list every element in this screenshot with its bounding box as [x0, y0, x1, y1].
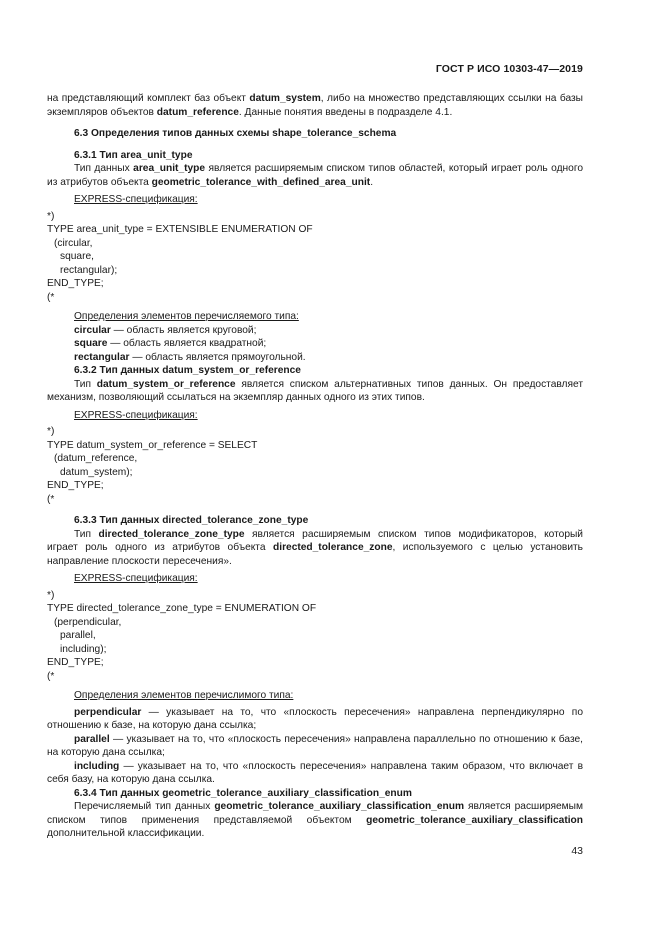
- bold-term: datum_system_or_reference: [96, 378, 236, 390]
- express-spec-label: EXPRESS-спецификация:: [74, 194, 198, 205]
- code-line: *): [47, 589, 55, 601]
- code-line: *): [47, 426, 55, 437]
- code-line: TYPE directed_tolerance_zone_type = ENUMERATION OF: [47, 603, 317, 614]
- bold-term: geometric_tolerance_auxiliary_classification: [366, 814, 583, 826]
- code-line: square,: [60, 251, 94, 262]
- code-line: (circular,: [54, 237, 93, 249]
- subsection-heading-6-3-2: 6.3.2 Тип данных datum_system_or_reference: [74, 365, 301, 376]
- bold-term: directed_tolerance_zone_type: [98, 528, 245, 540]
- code-line: END_TYPE;: [47, 657, 104, 668]
- subsection-heading-6-3-3: 6.3.3 Тип данных directed_tolerance_zone_type: [74, 515, 309, 526]
- code-line: END_TYPE;: [47, 480, 104, 491]
- code-line: (perpendicular,: [54, 616, 122, 628]
- subsection-heading-6-3-4: 6.3.4 Тип данных geometric_tolerance_auxiliary_classification_enum: [74, 787, 412, 799]
- code-line: TYPE area_unit_type = EXTENSIBLE ENUMERATION OF: [47, 224, 313, 235]
- paragraph-6-3-4: Перечисляемый тип данных geometric_tolerance_auxiliary_classification_enum является расширяемым списком типов применения представляемой объектом geometric_tolerance_auxiliary_classification дополнительной классификации.: [47, 801, 583, 839]
- express-spec-label: EXPRESS-спецификация:: [74, 409, 198, 421]
- definition-item: circular — область является круговой;: [74, 324, 257, 336]
- bold-term: area_unit_type: [133, 163, 206, 174]
- definition-term: including: [74, 760, 120, 772]
- bold-term: directed_tolerance_zone: [273, 542, 393, 553]
- code-line: (*: [47, 291, 55, 303]
- definition-item: rectangular — область является прямоугольной.: [74, 351, 306, 363]
- definition-item: perpendicular — указывает на то, что «плоскость пересечения» направлена перпендикулярно по отношению к базе, на которую дана ссылка;: [47, 706, 583, 731]
- bold-term: datum_reference: [156, 106, 239, 118]
- document-header: ГОСТ Р ИСО 10303-47—2019: [435, 63, 583, 75]
- section-heading-6-3: 6.3 Определения типов данных схемы shape_tolerance_schema: [74, 128, 397, 139]
- code-line: (datum_reference,: [54, 453, 138, 464]
- page-number: 43: [571, 845, 583, 857]
- code-line: (*: [47, 670, 55, 682]
- subsection-heading-6-3-1: 6.3.1 Тип area_unit_type: [74, 149, 193, 161]
- page-content: [47, 92, 583, 841]
- code-line: TYPE datum_system_or_reference = SELECT: [47, 439, 258, 451]
- express-spec-label: EXPRESS-спецификация:: [74, 573, 198, 584]
- bold-term: geometric_tolerance_auxiliary_classification_enum: [214, 801, 465, 812]
- definition-item: square — область является квадратной;: [74, 338, 267, 349]
- definition-item: parallel — указывает на то, что «плоскость пересечения» направлена параллельно по отношению к базе, на которую дана ссылка;: [47, 733, 583, 758]
- definition-term: rectangular: [74, 351, 130, 363]
- definition-term: square: [74, 338, 108, 349]
- definitions-label: Определения элементов перечисляемого типа:: [74, 311, 299, 322]
- definition-term: parallel: [74, 733, 110, 745]
- code-line: *): [47, 210, 55, 222]
- paragraph-6-3-2: Тип datum_system_or_reference является списком альтернативных типов данных. Он предоставляет механизм, позволяющий ссылаться на экземпляр данных одного из этих типов.: [47, 378, 584, 403]
- code-line: END_TYPE;: [47, 278, 104, 289]
- express-code-block: [47, 589, 583, 684]
- code-line: including);: [60, 643, 107, 655]
- definition-term: circular: [74, 324, 111, 336]
- code-line: parallel,: [60, 630, 96, 641]
- intro-paragraph: на представляющий комплект баз объект datum_system, либо на множество представляющих ссылки на базы экземпляров объектов datum_reference. Данные понятия введены в подразделе 4.1.: [47, 93, 583, 118]
- express-code-block: [47, 425, 583, 506]
- definition-item: including — указывает на то, что «плоскость пересечения» направлена таким образом, что включает в себя базу, на которую дана ссылка.: [47, 760, 583, 785]
- bold-term: geometric_tolerance_with_defined_area_unit: [151, 176, 371, 188]
- code-line: datum_system);: [60, 466, 133, 478]
- code-line: (*: [47, 493, 55, 505]
- paragraph-6-3-3: Тип directed_tolerance_zone_type является расширяемым списком типов модификаторов, который играет роль одного из атрибутов объекта directed_tolerance_zone, используемого с целью установить направление плоскости пересечения».: [47, 528, 584, 567]
- paragraph-6-3-1: Тип данных area_unit_type является расширяемым списком типов областей, который играет роль одного из атрибутов объекта geometric_tolerance_with_defined_area_unit.: [47, 163, 583, 188]
- definition-term: perpendicular: [74, 706, 142, 718]
- definitions-label: Определения элементов перечислимого типа:: [74, 690, 294, 701]
- code-line: rectangular);: [60, 264, 118, 276]
- bold-term: datum_system: [249, 93, 321, 104]
- express-code-block: [47, 210, 583, 305]
